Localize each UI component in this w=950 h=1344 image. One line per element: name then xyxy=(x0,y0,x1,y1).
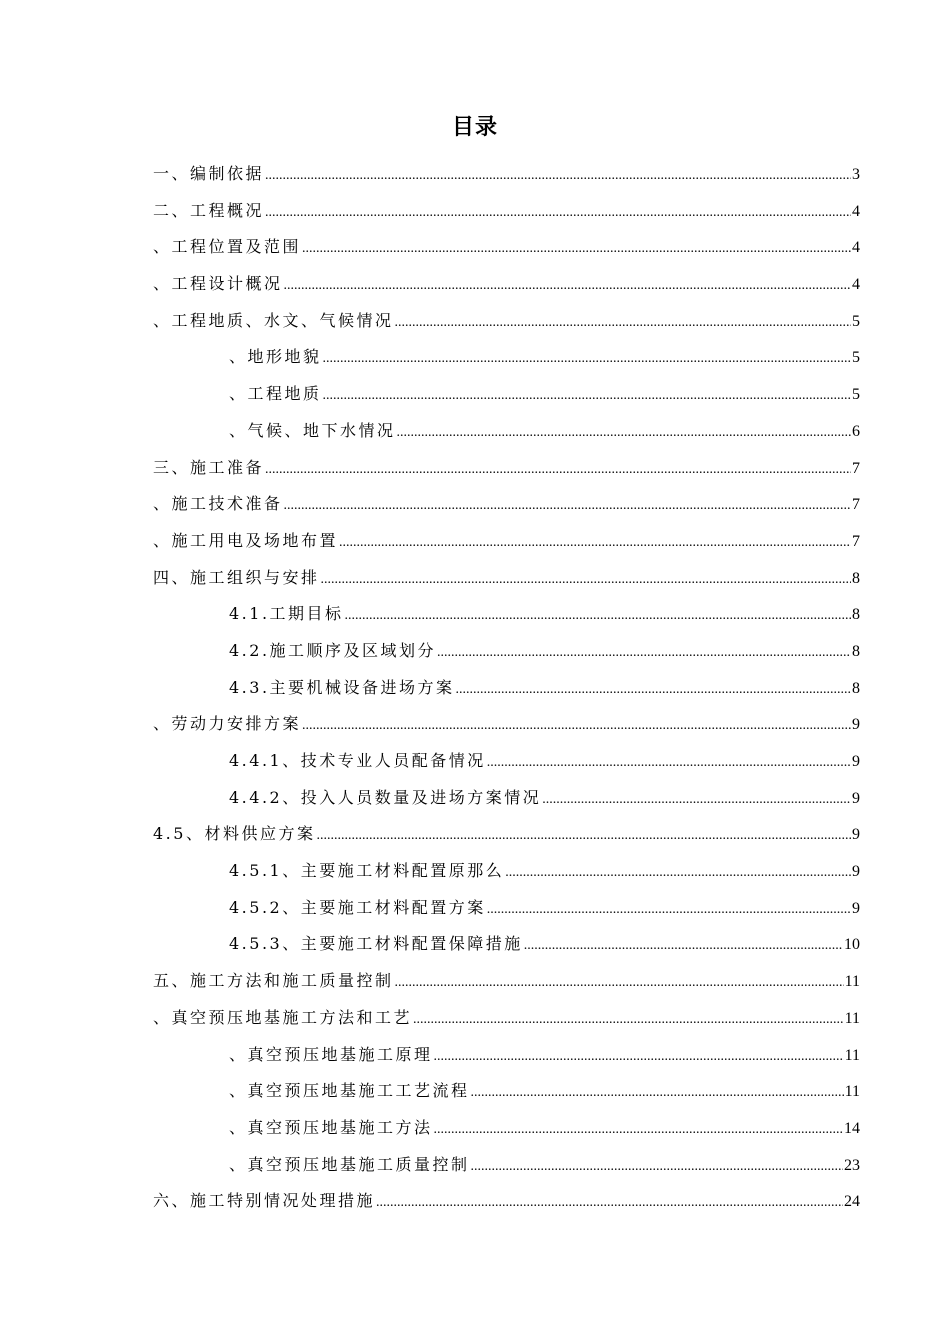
table-of-contents xyxy=(153,161,860,1225)
toc-entry[interactable] xyxy=(153,1188,860,1225)
toc-entry-page: 5 xyxy=(852,312,860,330)
toc-entry[interactable] xyxy=(153,675,860,712)
toc-entry-label: 、施工用电及场地布置 xyxy=(153,530,339,550)
toc-entry[interactable] xyxy=(153,895,860,932)
toc-entry[interactable] xyxy=(153,234,860,271)
toc-entry-page: 4 xyxy=(852,202,860,220)
toc-entry-page: 11 xyxy=(844,1046,860,1064)
toc-entry-label: 、气候、地下水情况 xyxy=(229,420,396,440)
toc-entry-label: 二、工程概况 xyxy=(153,200,265,220)
toc-entry-page: 8 xyxy=(852,679,860,697)
toc-entry-page: 11 xyxy=(844,973,860,991)
toc-leader-dots xyxy=(397,425,851,441)
toc-entry-label: 4.5.1、主要施工材料配置原那么 xyxy=(229,861,505,881)
toc-entry-label: 、真空预压地基施工方法 xyxy=(229,1117,433,1137)
toc-entry-page: 10 xyxy=(844,936,860,954)
toc-entry[interactable] xyxy=(153,601,860,638)
toc-leader-dots xyxy=(471,1085,844,1101)
toc-entry[interactable] xyxy=(153,271,860,308)
toc-leader-dots xyxy=(302,241,851,257)
toc-leader-dots xyxy=(316,828,851,844)
toc-entry-label: 一、编制依据 xyxy=(153,164,265,183)
toc-entry[interactable] xyxy=(153,565,860,602)
toc-leader-dots xyxy=(265,168,851,184)
toc-entry-label: 、地形地貌 xyxy=(229,347,322,367)
toc-entry-label: 4.5.2、主要施工材料配置方案 xyxy=(229,897,486,917)
toc-entry-page: 9 xyxy=(852,899,860,917)
toc-leader-dots xyxy=(265,462,851,478)
toc-leader-dots xyxy=(434,1122,843,1138)
toc-entry-label: 4.5、材料供应方案 xyxy=(153,824,316,844)
toc-entry-page: 9 xyxy=(852,863,860,881)
toc-entry-label: 六、施工特别情况处理措施 xyxy=(153,1191,376,1211)
toc-leader-dots xyxy=(487,755,851,771)
toc-entry[interactable] xyxy=(153,858,860,895)
toc-entry-label: 4.5.3、主要施工材料配置保障措施 xyxy=(229,934,523,954)
toc-leader-dots xyxy=(284,278,851,294)
toc-leader-dots xyxy=(395,315,851,331)
toc-leader-dots xyxy=(395,975,844,991)
toc-entry[interactable] xyxy=(153,418,860,455)
toc-entry-label: 4.1.工期目标 xyxy=(229,604,344,624)
toc-entry-page: 9 xyxy=(852,753,860,770)
toc-entry-page: 3 xyxy=(852,166,860,183)
toc-entry-page: 9 xyxy=(852,789,860,807)
toc-leader-dots xyxy=(505,865,851,881)
toc-entry[interactable] xyxy=(153,1042,860,1079)
toc-entry-page: 9 xyxy=(852,826,860,844)
toc-leader-dots xyxy=(339,535,851,551)
toc-entry-page: 11 xyxy=(844,1009,860,1027)
toc-leader-dots xyxy=(437,645,851,661)
toc-entry[interactable] xyxy=(153,1078,860,1115)
toc-entry-label: 4.3.主要机械设备进场方案 xyxy=(229,677,455,697)
toc-entry[interactable] xyxy=(153,455,860,492)
toc-entry-label: 4.4.1、技术专业人员配备情况 xyxy=(229,751,486,770)
toc-entry-page: 7 xyxy=(852,496,860,514)
toc-entry-label: 、施工技术准备 xyxy=(153,494,283,514)
toc-leader-dots xyxy=(434,1049,844,1065)
toc-entry[interactable] xyxy=(153,491,860,528)
toc-entry-page: 24 xyxy=(844,1193,860,1211)
toc-leader-dots xyxy=(456,682,851,698)
toc-entry[interactable] xyxy=(153,968,860,1005)
toc-entry-label: 、真空预压地基施工方法和工艺 xyxy=(153,1007,413,1027)
toc-entry-label: 、真空预压地基施工质量控制 xyxy=(229,1154,470,1174)
toc-entry-page: 8 xyxy=(852,642,860,660)
toc-entry[interactable] xyxy=(153,1005,860,1042)
toc-entry[interactable] xyxy=(153,381,860,418)
toc-entry[interactable] xyxy=(153,528,860,565)
toc-entry-label: 、真空预压地基施工原理 xyxy=(229,1044,433,1064)
toc-leader-dots xyxy=(323,351,851,367)
toc-entry-label: 4.2.施工顺序及区域划分 xyxy=(229,640,437,660)
toc-leader-dots xyxy=(302,718,851,734)
toc-entry-page: 8 xyxy=(852,569,860,587)
toc-entry[interactable] xyxy=(153,344,860,381)
toc-entry-label: 、真空预压地基施工工艺流程 xyxy=(229,1081,470,1101)
toc-entry[interactable] xyxy=(153,931,860,968)
page-title: 目录 xyxy=(451,115,498,140)
toc-entry[interactable] xyxy=(153,308,860,345)
toc-leader-dots xyxy=(471,1159,843,1175)
toc-entry[interactable] xyxy=(153,748,860,785)
toc-entry-page: 4 xyxy=(852,276,860,294)
toc-entry[interactable] xyxy=(153,821,860,858)
toc-leader-dots xyxy=(487,902,851,918)
toc-entry[interactable] xyxy=(153,1115,860,1152)
toc-entry-label: 四、施工组织与安排 xyxy=(153,567,320,587)
toc-leader-dots xyxy=(542,792,851,808)
toc-entry-label: 三、施工准备 xyxy=(153,457,265,477)
toc-entry-page: 8 xyxy=(852,606,860,624)
toc-entry-page: 23 xyxy=(844,1156,860,1174)
toc-leader-dots xyxy=(265,205,851,221)
toc-entry-page: 14 xyxy=(844,1119,860,1137)
toc-entry-label: 、工程位置及范围 xyxy=(153,237,302,257)
toc-entry-page: 7 xyxy=(852,532,860,550)
toc-leader-dots xyxy=(284,498,851,514)
toc-entry[interactable] xyxy=(153,1152,860,1189)
toc-entry-label: 4.4.2、投入人员数量及进场方案情况 xyxy=(229,787,542,807)
toc-entry[interactable] xyxy=(153,161,860,198)
toc-entry[interactable] xyxy=(153,711,860,748)
toc-entry-page: 4 xyxy=(852,239,860,257)
toc-leader-dots xyxy=(524,938,843,954)
toc-entry-page: 6 xyxy=(852,422,860,440)
toc-entry-page: 9 xyxy=(852,716,860,734)
toc-leader-dots xyxy=(376,1195,843,1211)
toc-leader-dots xyxy=(323,388,851,404)
toc-entry-label: 五、施工方法和施工质量控制 xyxy=(153,971,394,991)
toc-leader-dots xyxy=(345,608,851,624)
toc-leader-dots xyxy=(413,1012,844,1028)
toc-entry-label: 、工程设计概况 xyxy=(153,274,283,294)
toc-entry-page: 11 xyxy=(844,1083,860,1101)
toc-leader-dots xyxy=(321,572,851,588)
toc-entry-label: 、工程地质 xyxy=(229,384,322,404)
toc-entry[interactable] xyxy=(153,638,860,675)
toc-entry-label: 、工程地质、水文、气候情况 xyxy=(153,310,394,330)
toc-entry-page: 5 xyxy=(852,349,860,367)
toc-entry[interactable] xyxy=(153,198,860,235)
toc-entry-page: 5 xyxy=(852,386,860,404)
toc-entry-label: 、劳动力安排方案 xyxy=(153,714,302,734)
toc-entry[interactable] xyxy=(153,785,860,822)
toc-entry-page: 7 xyxy=(852,459,860,477)
